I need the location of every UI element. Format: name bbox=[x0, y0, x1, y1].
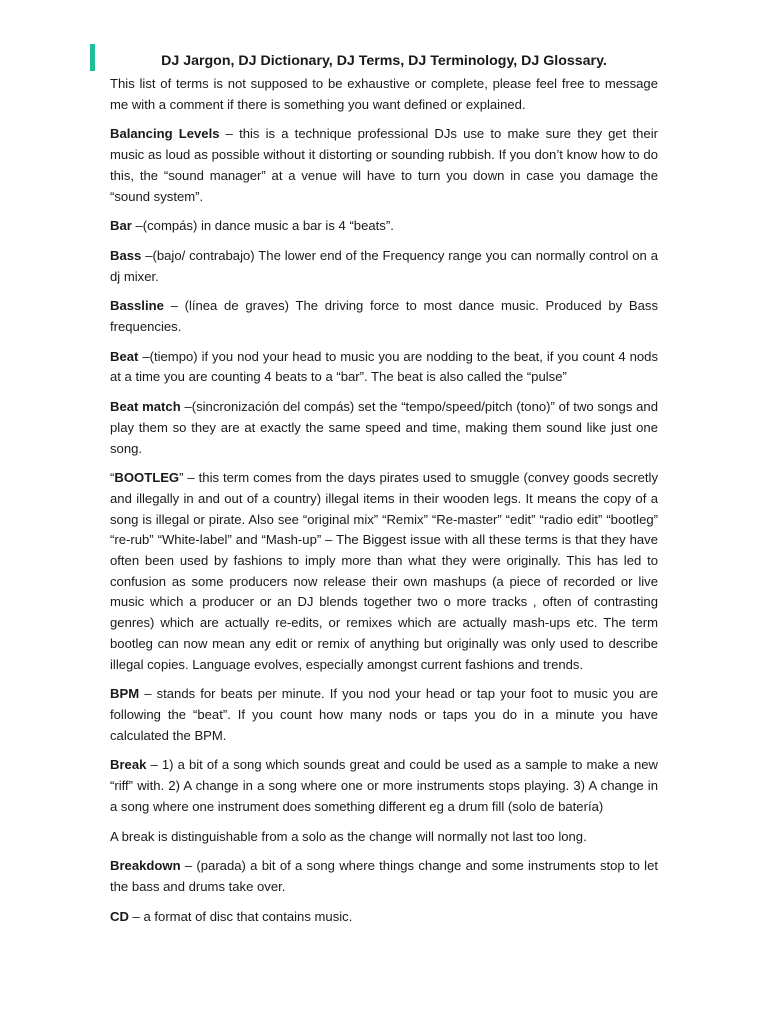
glossary-entry-cd bbox=[110, 907, 658, 928]
entry-definition: –(sincronización del compás) set the “tempo/speed/pitch (tono)” of two songs and play them so they are at exactly the same speed and time, making them sound like just one song. bbox=[110, 399, 658, 456]
entry-term: Balancing Levels bbox=[110, 126, 220, 142]
document-title: DJ Jargon, DJ Dictionary, DJ Terms, DJ Terminology, DJ Glossary. bbox=[161, 53, 607, 69]
entry-term: Break bbox=[110, 757, 147, 773]
entry-term: Bassline bbox=[110, 298, 164, 314]
entry-definition: – a format of disc that contains music. bbox=[128, 908, 353, 924]
entry-definition: – (línea de graves) The driving force to most dance music. Produced by Bass frequencies. bbox=[110, 298, 658, 335]
entry-definition: – stands for beats per minute. If you nod your head or tap your foot to music you are following the “beat”. If you count how many nods or taps you do in a minute you have calculated the BPM. bbox=[110, 686, 658, 743]
glossary-entry-bootleg bbox=[110, 468, 658, 675]
entry-definition: –(tiempo) if you nod your head to music you are nodding to the beat, if you count 4 nods at a time you are counting 4 beats to a “bar”. The beat is also called the “pulse” bbox=[110, 348, 658, 385]
glossary-entry-breakdown bbox=[110, 856, 658, 897]
entry-definition: –(compás) in dance music a bar is 4 “beats”. bbox=[131, 218, 394, 234]
glossary-entry-bassline bbox=[110, 296, 658, 337]
entry-term: Breakdown bbox=[110, 858, 181, 874]
glossary-entry-break bbox=[110, 755, 658, 817]
glossary-entry-bass bbox=[110, 246, 658, 287]
glossary-entry-beat bbox=[110, 347, 658, 388]
glossary-content bbox=[110, 74, 658, 936]
entry-term: CD bbox=[110, 908, 129, 924]
entry-term: BPM bbox=[110, 686, 140, 702]
entry-term: Beat bbox=[110, 348, 139, 364]
entry-definition: –(bajo/ contrabajo) The lower end of the Frequency range you can normally control on a dj mixer. bbox=[110, 247, 658, 284]
entry-term: Beat match bbox=[110, 399, 181, 415]
entry-definition: – (parada) a bit of a song where things change and some instruments stop to let the bass and drums take over. bbox=[110, 858, 658, 894]
entry-prefix: “ bbox=[110, 470, 115, 486]
entry-definition: ” – this term comes from the days pirates used to smuggle (convey goods secretly and illegally in and out of a country) illegal items in their wooden legs. It means the copy of a song is illegal or pirate. Also see “original mix” “Remix” “Re-master” “edit” “radio edit” “bootleg” “re-rub” “White-label” and “Mash-up” – The Biggest issue with all these terms is that they have often been used by fashions to imply more than what they were originally. This has led to confusion as some producers now release their own mashups (a piece of recorded or live music which a producer or an DJ blends together two o more tracks , often of contrasting genres) which are actually re-edits, or remixes which are actually mash-ups etc. The term bootleg can now mean any edit or remix of anything but originally was only used to describe illegal copies. Language evolves, especially amongst current fashions and trends. bbox=[110, 470, 658, 672]
glossary-entry-balancing-levels bbox=[110, 124, 658, 207]
glossary-note-break bbox=[110, 827, 658, 848]
glossary-entry-beat-match bbox=[110, 397, 658, 459]
entry-definition: A break is distinguishable from a solo as the change will normally not last too long. bbox=[110, 828, 587, 844]
entry-definition: – this is a technique professional DJs use to make sure they get their music as loud as possible without it distorting or sounding rubbish. If you don’t know how to do this, the “sound manager” at a venue will have to turn you down in case you damage the “sound system”. bbox=[110, 126, 658, 204]
title-accent-bar bbox=[90, 44, 95, 71]
entry-definition: – 1) a bit of a song which sounds great and could be used as a sample to make a new “riff” with. 2) A change in a song where one or more instruments stops playing. 3) A change in a song where one instrument does something different eg a drum fill (solo de batería) bbox=[110, 757, 658, 814]
intro-paragraph: This list of terms is not supposed to be exhaustive or complete, please feel free to message me with a comment if there is something you want defined or explained. bbox=[110, 76, 658, 112]
glossary-entry-bpm bbox=[110, 684, 658, 746]
entry-term: Bar bbox=[110, 218, 132, 234]
glossary-entry-bar bbox=[110, 216, 658, 237]
entry-term: BOOTLEG bbox=[114, 470, 180, 486]
entry-term: Bass bbox=[110, 247, 142, 263]
